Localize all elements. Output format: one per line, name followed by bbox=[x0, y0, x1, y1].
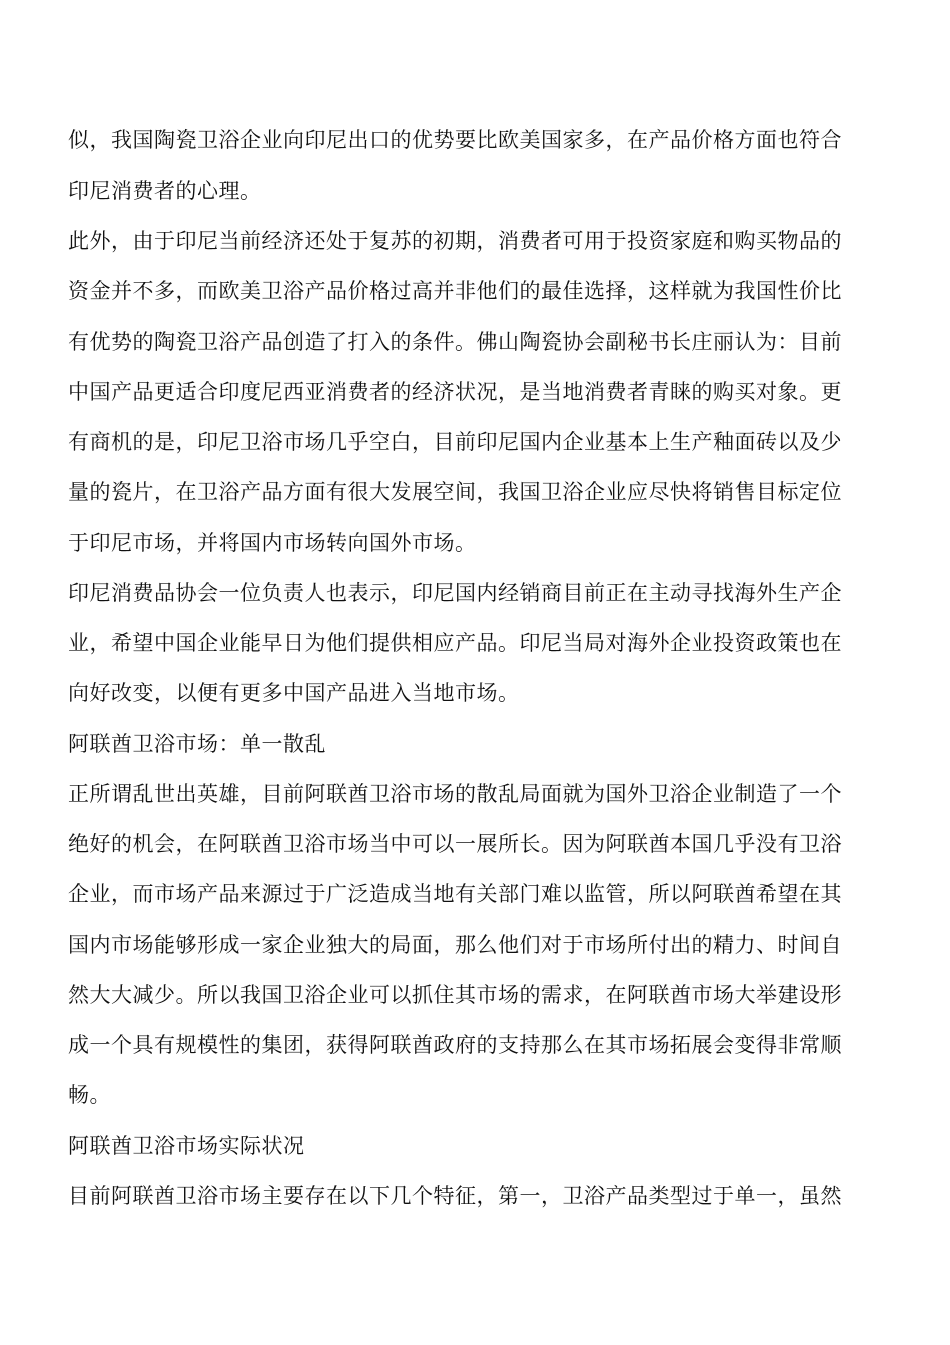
text-line: 企业，而市场产品来源过于广泛造成当地有关部门难以监管，所以阿联酋希望在其 bbox=[68, 882, 842, 906]
text-line: 然大大减少。所以我国卫浴企业可以抓住其市场的需求，在阿联酋市场大举建设形 bbox=[68, 983, 842, 1007]
text-line: 绝好的机会，在阿联酋卫浴市场当中可以一展所长。因为阿联酋本国几乎没有卫浴 bbox=[68, 832, 842, 856]
text-line: 正所谓乱世出英雄，目前阿联酋卫浴市场的散乱局面就为国外卫浴企业制造了一个 bbox=[68, 782, 842, 806]
section-heading: 阿联酋卫浴市场实际状况 bbox=[68, 1134, 305, 1158]
text-line: 此外，由于印尼当前经济还处于复苏的初期，消费者可用于投资家庭和购买物品的 bbox=[68, 229, 842, 253]
text-line: 印尼消费品协会一位负责人也表示，印尼国内经销商目前正在主动寻找海外生产企 bbox=[68, 581, 842, 605]
text-line: 成一个具有规模性的集团，获得阿联酋政府的支持那么在其市场拓展会变得非常顺 bbox=[68, 1033, 842, 1057]
text-line: 目前阿联酋卫浴市场主要存在以下几个特征，第一，卫浴产品类型过于单一，虽然 bbox=[68, 1184, 842, 1208]
text-line: 有商机的是，印尼卫浴市场几乎空白，目前印尼国内企业基本上生产釉面砖以及少 bbox=[68, 430, 842, 454]
text-line: 业，希望中国企业能早日为他们提供相应产品。印尼当局对海外企业投资政策也在 bbox=[68, 631, 842, 655]
text-line: 有优势的陶瓷卫浴产品创造了打入的条件。佛山陶瓷协会副秘书长庄丽认为：目前 bbox=[68, 330, 842, 354]
section-heading: 阿联酋卫浴市场：单一散乱 bbox=[68, 732, 326, 756]
text-line: 印尼消费者的心理。 bbox=[68, 179, 262, 203]
text-line: 似，我国陶瓷卫浴企业向印尼出口的优势要比欧美国家多，在产品价格方面也符合 bbox=[68, 128, 842, 152]
text-line: 资金并不多，而欧美卫浴产品价格过高并非他们的最佳选择，这样就为我国性价比 bbox=[68, 279, 842, 303]
text-line: 向好改变，以便有更多中国产品进入当地市场。 bbox=[68, 681, 520, 705]
text-line: 中国产品更适合印度尼西亚消费者的经济状况，是当地消费者青睐的购买对象。更 bbox=[68, 380, 842, 404]
text-line: 量的瓷片，在卫浴产品方面有很大发展空间，我国卫浴企业应尽快将销售目标定位 bbox=[68, 480, 842, 504]
text-line: 国内市场能够形成一家企业独大的局面，那么他们对于市场所付出的精力、时间自 bbox=[68, 933, 842, 957]
text-line: 于印尼市场，并将国内市场转向国外市场。 bbox=[68, 531, 477, 555]
text-line: 畅。 bbox=[68, 1083, 111, 1107]
